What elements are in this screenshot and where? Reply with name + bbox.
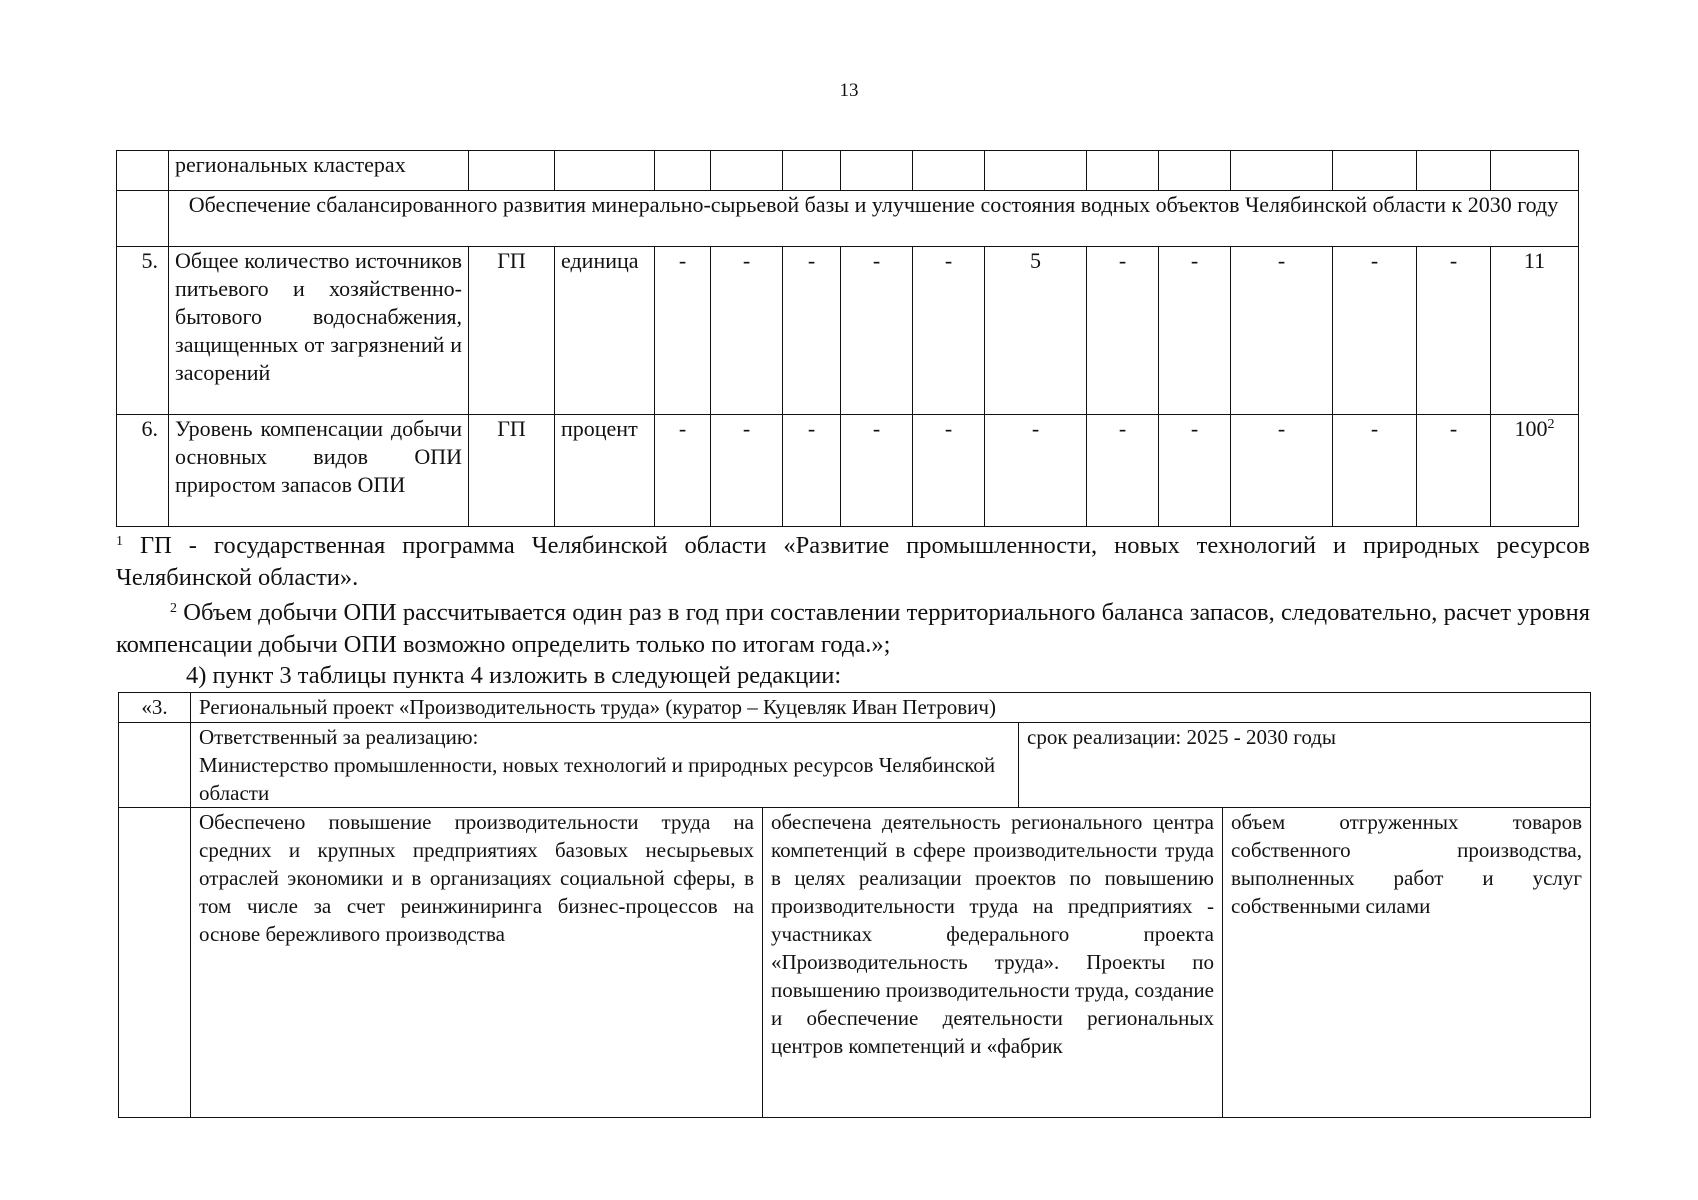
responsible-cell <box>191 723 1019 808</box>
indicator-unit: процент <box>555 415 655 527</box>
value-cell <box>1491 415 1579 527</box>
indicator-level: ГП <box>469 247 555 415</box>
responsible-value: Министерство промышленности, новых технологий и природных ресурсов Челябинской области <box>199 753 996 805</box>
table-row <box>117 151 1579 191</box>
table-row <box>117 415 1579 527</box>
value-cell: 5 <box>985 247 1087 415</box>
value-cell: - <box>711 415 783 527</box>
value-cell: - <box>1231 415 1333 527</box>
value-cell: - <box>913 415 985 527</box>
section-row <box>117 191 1579 247</box>
row-number: 6. <box>117 415 169 527</box>
value-cell: - <box>985 415 1087 527</box>
footnote-mark: 1 <box>116 534 123 549</box>
value-cell: - <box>841 415 913 527</box>
indicator-name: региональных кластерах <box>169 151 469 191</box>
responsible-label: Ответственный за реализацию: <box>199 725 479 749</box>
row-number: «3. <box>119 693 191 723</box>
amendment-instruction: 4) пункт 3 таблицы пункта 4 изложить в следующей редакции: <box>186 662 842 689</box>
value-cell: - <box>1087 247 1159 415</box>
value-cell: - <box>1333 415 1417 527</box>
value-cell: - <box>783 415 841 527</box>
value-cell: - <box>1417 247 1491 415</box>
footnote-1 <box>116 530 1590 594</box>
value-cell: - <box>783 247 841 415</box>
value-cell: - <box>655 247 711 415</box>
value-cell: - <box>1159 415 1231 527</box>
value-text: 100 <box>1514 416 1548 441</box>
footnote-text: ГП - государственная программа Челябинской области «Развитие промышленности, новых технологий и природных ресурсов Челябинской области». <box>116 532 1590 591</box>
section-heading: Обеспечение сбалансированного развития минерально-сырьевой базы и улучшение состояния водных объектов Челябинской области к 2030 году <box>169 191 1579 247</box>
term-cell: срок реализации: 2025 - 2030 годы <box>1019 723 1591 808</box>
value-cell: - <box>913 247 985 415</box>
table-row <box>119 723 1591 808</box>
footnote-ref: 2 <box>1547 417 1555 432</box>
value-cell: - <box>1417 415 1491 527</box>
value-cell: - <box>1159 247 1231 415</box>
value-cell: - <box>1231 247 1333 415</box>
indicator-unit: единица <box>555 247 655 415</box>
row-number: 5. <box>117 247 169 415</box>
page-number: 13 <box>839 80 859 101</box>
project-table <box>118 692 1591 1118</box>
table-row <box>119 693 1591 723</box>
value-cell: - <box>1333 247 1417 415</box>
value-cell: - <box>841 247 913 415</box>
value-cell: 11 <box>1491 247 1579 415</box>
value-cell: - <box>655 415 711 527</box>
value-cell: - <box>711 247 783 415</box>
footnote-mark: 2 <box>170 601 177 616</box>
task-cell: обеспечена деятельность регионального центра компетенций в сфере производительности труда в целях реализации проектов по повышению производительности труда на предприятиях - участниках федерального проекта «Производительность труда». Проекты по повышению производительности труда, создание и обеспечение деятельности региональных центров компетенций и «фабрик <box>763 808 1223 1118</box>
footnote-text: Объем добычи ОПИ рассчитывается один раз в год при составлении территориального баланса запасов, следовательно, расчет уровня компенсации добычи ОПИ возможно определить только по итогам года.»; <box>116 599 1590 658</box>
value-cell: - <box>1087 415 1159 527</box>
table-row <box>119 808 1591 1118</box>
footnote-2 <box>116 597 1590 661</box>
indicator-level: ГП <box>469 415 555 527</box>
table-row <box>117 247 1579 415</box>
indicator-cell: объем отгруженных товаров собственного производства, выполненных работ и услуг собственными силами <box>1223 808 1591 1118</box>
project-title: Региональный проект «Производительность труда» (куратор – Куцевляк Иван Петрович) <box>191 693 1591 723</box>
indicators-table <box>116 150 1579 527</box>
goal-cell: Обеспечено повышение производительности труда на средних и крупных предприятиях базовых несырьевых отраслей экономики и в организациях социальной сферы, в том числе за счет реинжиниринга бизнес-процессов на основе бережливого производства <box>191 808 763 1118</box>
indicator-name: Уровень компенсации добычи основных видов ОПИ приростом запасов ОПИ <box>169 415 469 527</box>
indicator-name: Общее количество источников питьевого и хозяйственно-бытового водоснабжения, защищенных от загрязнений и засорений <box>169 247 469 415</box>
